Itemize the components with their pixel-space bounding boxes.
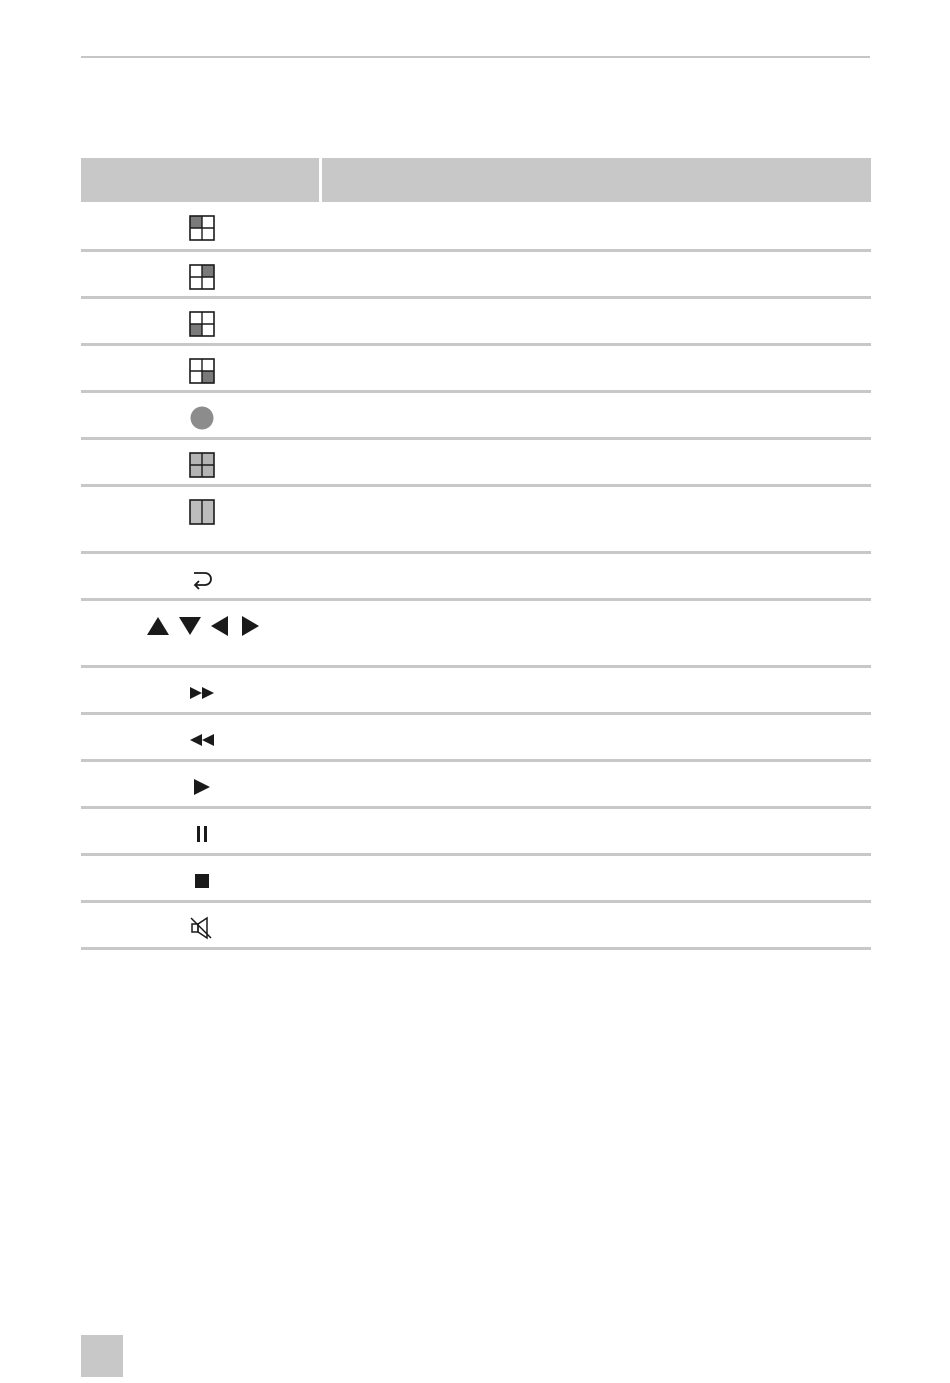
table-row bbox=[81, 715, 871, 762]
table-header bbox=[81, 158, 871, 202]
row-description bbox=[322, 809, 871, 853]
row-description bbox=[322, 668, 871, 712]
row-description bbox=[322, 856, 871, 900]
row-description bbox=[322, 202, 871, 249]
table-row bbox=[81, 346, 871, 393]
page-number-tab bbox=[81, 1335, 123, 1377]
table-row bbox=[81, 202, 871, 252]
row-description bbox=[322, 393, 871, 437]
table-row bbox=[81, 762, 871, 809]
table-row bbox=[81, 393, 871, 440]
row-description bbox=[322, 601, 871, 665]
row-description bbox=[322, 903, 871, 947]
top-rule bbox=[81, 56, 870, 58]
table-row bbox=[81, 856, 871, 903]
table-row bbox=[81, 668, 871, 715]
table-row bbox=[81, 554, 871, 601]
table-row bbox=[81, 299, 871, 346]
row-description bbox=[322, 762, 871, 806]
header-description-column bbox=[322, 158, 871, 202]
table-row bbox=[81, 440, 871, 487]
row-description bbox=[322, 346, 871, 390]
table-row bbox=[81, 487, 871, 554]
row-description bbox=[322, 440, 871, 484]
table-row bbox=[81, 809, 871, 856]
row-description bbox=[322, 715, 871, 759]
row-description bbox=[322, 252, 871, 296]
header-symbol-column bbox=[81, 158, 319, 202]
button-function-table bbox=[81, 158, 871, 950]
row-description bbox=[322, 487, 871, 551]
table-row bbox=[81, 601, 871, 668]
row-description bbox=[322, 299, 871, 343]
table-row bbox=[81, 903, 871, 950]
row-description bbox=[322, 554, 871, 598]
table-row bbox=[81, 252, 871, 299]
